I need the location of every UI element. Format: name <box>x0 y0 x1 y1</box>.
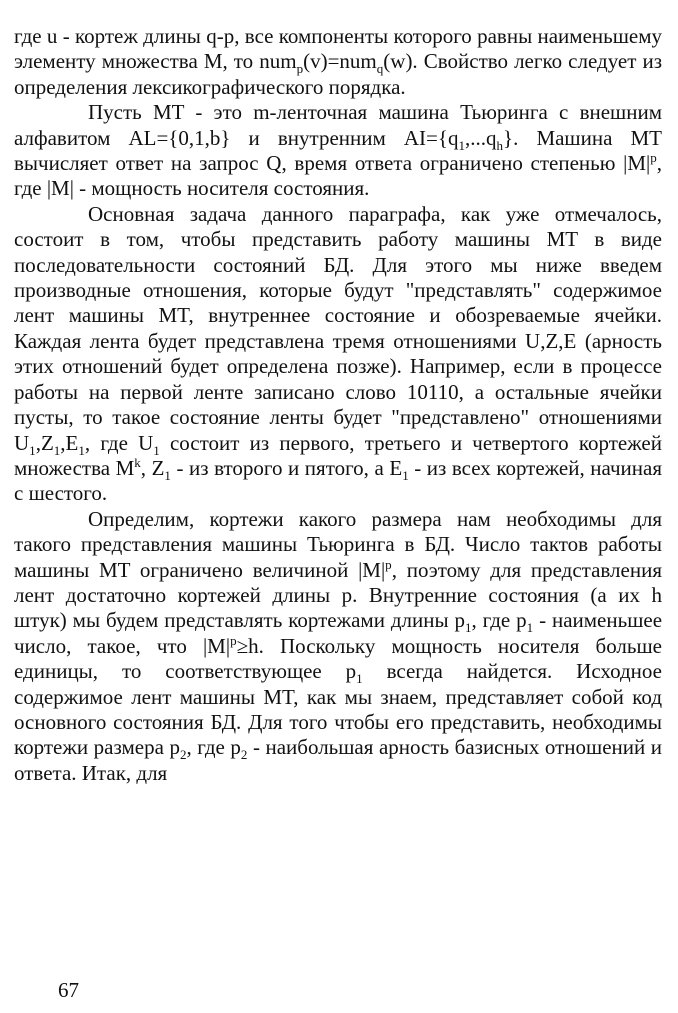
paragraph-4-text: Определим, кортежи какого размера нам необходимы для такого представления машины Тьюринга в БД. Число тактов работы машины MT ограничено величиной $|M|^p$, поэтому для представления лент достаточно кортежей длины p. Внутренние состояния (а их h штук) мы будем представлять кортежами длины $p_1$, где $p_1$ - наименьшее число, такое, что $|M|^p\ge h$. Поскольку мощность носителя больше единицы, то соответствующее $p_1$ всегда найдется. Исходное содержимое лент машины MT, как мы знаем, представляет собой код основного состояния БД. Для того чтобы его представить, необходимы кортежи размера $p_2$, где $p_2$ - наибольшая арность базисных отношений и ответа. Итак, для <box>14 506 663 785</box>
paragraph-4 <box>14 507 662 786</box>
paragraph-3-text: Основная задача данного параграфа, как уже отмечалось, состоит в том, чтобы представить работу машины MT в виде последовательности состояний БД. Для этого мы ниже введем производные отношения, которые будут "представлять" содержимое лент машины MT, внутреннее состояние и обозреваемые ячейки. Каждая лента будет представлена тремя отношениями U,Z,E (арность этих отношений будет определена позже). Например, если в процессе работы на первой ленте записано слово 10110, а остальные ячейки пусты, то такое состояние ленты будет "представлено" отношениями $U_1,Z_1,E_1$, где $U_1$ состоит из первого, третьего и четвертого кортежей множества $M^k$, $Z_1$ - из второго и пятого, а $E_1$ - из всех кортежей, начиная с шестого. <box>14 201 663 506</box>
paragraph-3 <box>14 202 662 507</box>
paragraph-2-text: Пусть MT - это m-ленточная машина Тьюринга с внешним алфавитом AL={0,1,b} и внутренним $AI=\{q_1,...q_h\}$. Машина MT вычисляет ответ на запрос Q, время ответа ограничено степенью $|M|^p$, где |M| - мощность носителя состояния. <box>14 100 662 201</box>
page-body <box>14 24 662 786</box>
paragraph-1-text: где u - кортеж длины q-p, все компоненты которого равны наименьшему элементу множества M, то num$_p$(v)=num$_q$(w). Свойство легко следует из определения лексикографического порядка. <box>14 24 662 99</box>
paragraph-2 <box>14 100 662 202</box>
page-number: 67 <box>58 978 79 1002</box>
paragraph-1 <box>14 24 662 100</box>
